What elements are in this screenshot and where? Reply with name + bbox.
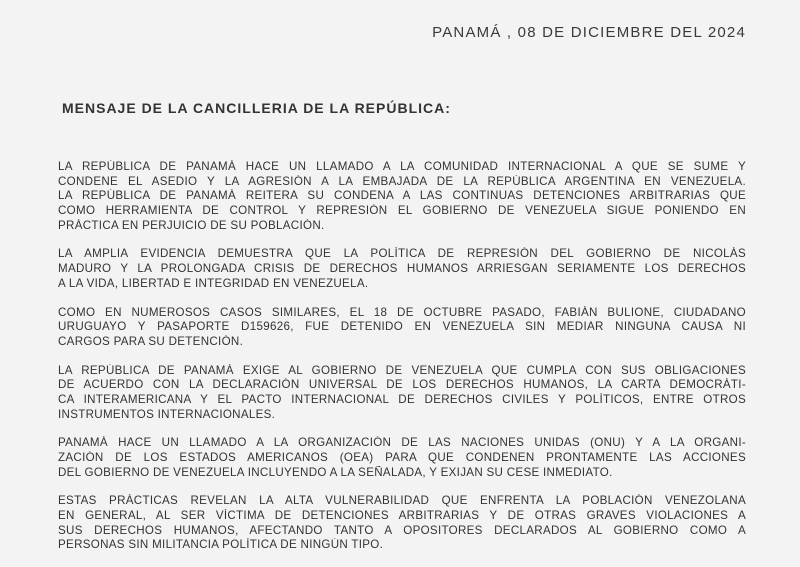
- document-date: PANAMÁ , 08 DE DICIEMBRE DEL 2024: [432, 24, 746, 41]
- paragraph-line: PANAMÁ HACE UN LLAMADO A LA ORGANIZACIÓN DE LAS NACIONES UNIDAS (ONU) Y A LA ORGANI-: [58, 436, 746, 450]
- document-title: MENSAJE DE LA CANCILLERIA DE LA REPÚBLICA:: [62, 100, 451, 116]
- paragraph-line: PERSONAS SIN MILITANCIA POLÍTICA DE NINGÚN TIPO.: [58, 538, 384, 552]
- paragraph-line: PRÁCTICA EN PERJUICIO DE SU POBLACIÓN.: [58, 218, 325, 232]
- paragraph-line: MADURO Y LA PROLONGADA CRISIS DE DERECHOS HUMANOS ARRIESGAN SERIAMENTE LOS DERECHOS: [58, 262, 746, 276]
- paragraph-line: LA REPÚBLICA DE PANAMÁ EXIGE AL GOBIERNO DE VENEZUELA QUE CUMPLA CON SUS OBLIGACIONES: [58, 363, 746, 377]
- paragraph-line: CONDENE EL ASEDIO Y LA AGRESIÓN A LA EMBAJADA DE LA REPÚBLICA ARGENTINA EN VENEZUELA.: [58, 174, 746, 188]
- paragraph: [58, 436, 746, 480]
- paragraph: [58, 160, 746, 233]
- paragraph-line: CARGOS PARA SU DETENCIÓN.: [58, 334, 244, 348]
- paragraph-line: ESTAS PRÁCTICAS REVELAN LA ALTA VULNERABILIDAD QUE ENFRENTA LA POBLACIÓN VENEZOLANA: [58, 494, 746, 508]
- paragraph-line: CA INTERAMERICANA Y EL PACTO INTERNACIONAL DE DERECHOS CIVILES Y POLÍTICOS, ENTRE OTROS: [58, 392, 746, 406]
- paragraph: [58, 306, 746, 350]
- paragraph-line: ZACIÓN DE LOS ESTADOS AMERICANOS (OEA) PARA QUE CONDENEN PRONTAMENTE LAS ACCIONES: [58, 451, 746, 464]
- paragraph-line: SUS DERECHOS HUMANOS, AFECTANDO TANTO A OPOSITORES DECLARADOS AL GOBIERNO COMO A: [58, 523, 746, 537]
- paragraph-line: A LA VIDA, LIBERTAD E INTEGRIDAD EN VENEZUELA.: [58, 276, 369, 290]
- paragraph-line: EN GENERAL, AL SER VÍCTIMA DE DETENCIONES ARBITRARIAS Y DE OTRAS GRAVES VIOLACIONES A: [58, 509, 746, 523]
- paragraph-line: LA REPÚBLICA DE PANAMÁ REITERA SU CONDENA A LAS CONTINUAS DETENCIONES ARBITRARIAS QUE: [58, 189, 746, 203]
- paragraph-line: COMO HERRAMIENTA DE CONTROL Y REPRESIÓN EL GOBIERNO DE VENEZUELA SIGUE PONIENDO EN: [58, 204, 746, 218]
- paragraph-line: DE ACUERDO CON LA DECLARACIÓN UNIVERSAL DE LOS DERECHOS HUMANOS, LA CARTA DEMOCRÁTI-: [58, 378, 746, 392]
- paragraph-line: LA REPÚBLICA DE PANAMÁ HACE UN LLAMADO A LA COMUNIDAD INTERNACIONAL A QUE SE SUME Y: [58, 160, 746, 173]
- paragraph: [58, 364, 746, 423]
- paragraph-line: URUGUAYO Y PASAPORTE D159626, FUE DETENIDO EN VENEZUELA SIN MEDIAR NINGUNA CAUSA NI: [58, 320, 746, 334]
- paragraph-line: COMO EN NUMEROSOS CASOS SIMILARES, EL 18 DE OCTUBRE PASADO, FABIÁN BULIONE, CIUDADANO: [58, 305, 746, 319]
- paragraph-line: INSTRUMENTOS INTERNACIONALES.: [58, 407, 276, 421]
- paragraph: [58, 247, 746, 291]
- document-body: [58, 160, 746, 567]
- paragraph-line: LA AMPLIA EVIDENCIA DEMUESTRA QUE LA POLÍTICA DE REPRESIÓN DEL GOBIERNO DE NICOLÁS: [58, 247, 746, 261]
- paragraph: [58, 494, 746, 553]
- paragraph-line: DEL GOBIERNO DE VENEZUELA INCLUYENDO A LA SEÑALADA, Y EXIJAN SU CESE INMEDIATO.: [58, 465, 613, 479]
